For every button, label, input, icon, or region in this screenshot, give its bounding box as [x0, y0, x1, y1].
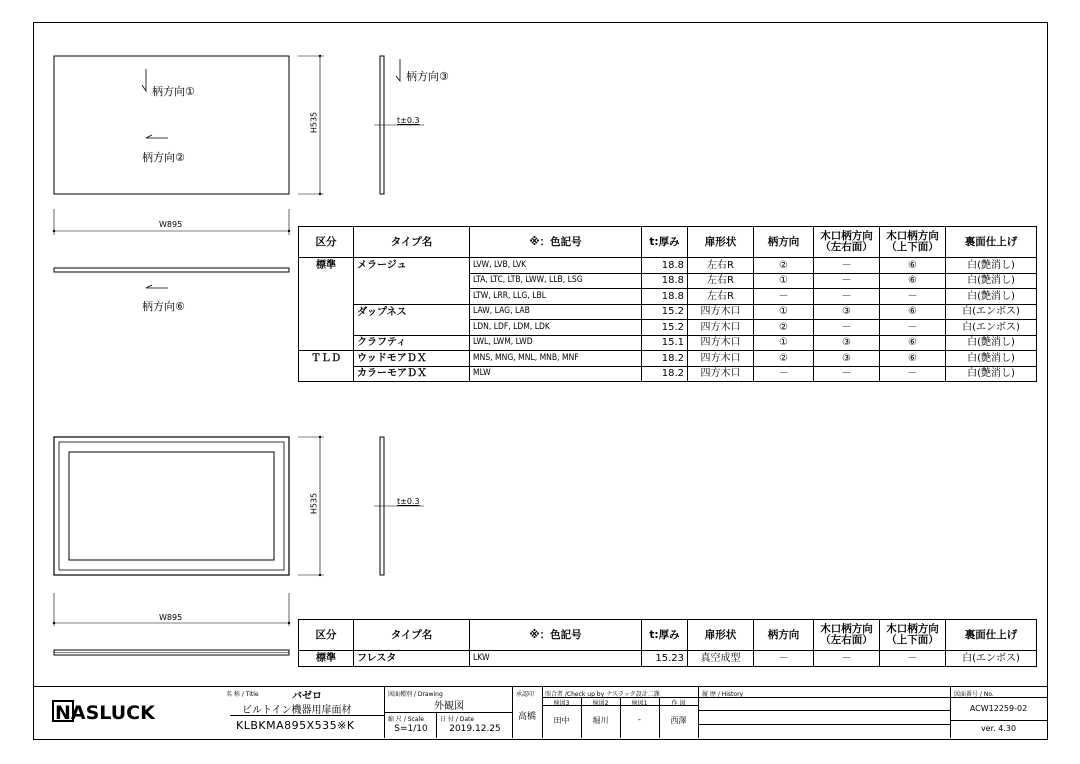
table-cell: 真空成型	[688, 651, 754, 667]
checker-name-3: -	[638, 715, 641, 724]
header-edge-grain-lr: 木口柄方向 （左右面）	[814, 227, 880, 258]
approval-label: 承認印	[516, 691, 535, 698]
table-cell: メラージュ	[354, 258, 470, 274]
title-block	[34, 686, 1047, 740]
table-cell: LTA, LTC, LTB, LWW, LLB, LSG	[470, 273, 642, 289]
header-edge-grain-tb: 木口柄方向 （上下面）	[880, 227, 946, 258]
header-thickness: t:厚み	[642, 620, 688, 651]
table-row	[299, 304, 1037, 320]
grain-direction-1-label: 柄方向①	[152, 85, 195, 98]
table-cell: ①	[754, 335, 814, 351]
header-thickness: t:厚み	[642, 227, 688, 258]
table-cell: －	[754, 289, 814, 305]
header-color-code: ※：色記号	[470, 227, 642, 258]
table-cell: 白(艶消し)	[946, 366, 1037, 382]
table-cell: 15.2	[642, 320, 688, 336]
thickness-tolerance: t±0.3	[397, 116, 420, 125]
check-col-1: 検図3	[553, 700, 570, 707]
logo-text: NASLUCK	[55, 702, 155, 724]
table-cell	[299, 335, 354, 351]
table-cell: 左右R	[688, 258, 754, 274]
table-cell: 四方木口	[688, 304, 754, 320]
table-cell: 18.8	[642, 289, 688, 305]
header-grain: 柄方向	[754, 620, 814, 651]
table-cell: －	[754, 366, 814, 382]
title-main: バゼロ	[292, 691, 322, 702]
checker-name-1: 田中	[553, 716, 570, 725]
table-row	[299, 351, 1037, 367]
table-cell	[299, 289, 354, 305]
table-cell: 白(艶消し)	[946, 335, 1037, 351]
table-cell: 18.8	[642, 258, 688, 274]
table-cell: 左右R	[688, 289, 754, 305]
table-cell: ②	[754, 320, 814, 336]
table-cell: ⑥	[880, 335, 946, 351]
checker-name-2: 堀川	[592, 716, 609, 725]
grain-direction-2-label: 柄方向②	[142, 151, 185, 164]
table-cell: 18.8	[642, 273, 688, 289]
header-type: タイプ名	[354, 227, 470, 258]
table-header-row	[299, 620, 1037, 651]
table-cell: LVW, LVB, LVK	[470, 258, 642, 274]
check-col-3: 検図1	[631, 700, 648, 707]
table-cell: MNS, MNG, MNL, MNB, MNF	[470, 351, 642, 367]
table-cell	[299, 366, 354, 382]
title-label: 名 称 / Title	[226, 691, 259, 698]
table-cell: LDN, LDF, LDM, LDK	[470, 320, 642, 336]
table-cell: －	[814, 289, 880, 305]
table-row	[299, 273, 1037, 289]
table-cell: ⑥	[880, 304, 946, 320]
date-label: 日 付 / Date	[440, 716, 475, 723]
table-cell	[299, 304, 354, 320]
table-cell: ⑥	[880, 273, 946, 289]
header-grain: 柄方向	[754, 227, 814, 258]
table-cell: ＴＬＤ	[299, 351, 354, 367]
table-cell: クラフティ	[354, 335, 470, 351]
table-cell: 四方木口	[688, 320, 754, 336]
history-label: 履 歴 / History	[702, 691, 744, 698]
table-cell: ①	[754, 304, 814, 320]
table-cell	[354, 273, 470, 289]
table-cell: 白(艶消し)	[946, 273, 1037, 289]
table-cell: 左右R	[688, 273, 754, 289]
table-cell: 四方木口	[688, 351, 754, 367]
table-cell: 標準	[299, 258, 354, 274]
table-cell: 白(エンボス)	[946, 320, 1037, 336]
table-row	[299, 651, 1037, 667]
header-edge-grain-lr: 木口柄方向 （左右面）	[814, 620, 880, 651]
table-cell: ウッドモアＤＸ	[354, 351, 470, 367]
logo-graphic	[52, 699, 192, 725]
table-cell: －	[814, 258, 880, 274]
drawing-type-value: 外観図	[434, 701, 464, 712]
table-cell: －	[814, 320, 880, 336]
table-cell: 白(エンボス)	[946, 651, 1037, 667]
table-cell	[299, 273, 354, 289]
table-cell: LWL, LWM, LWD	[470, 335, 642, 351]
table-cell: 15.2	[642, 304, 688, 320]
scale-label: 縮 尺 / Scale	[388, 716, 424, 723]
table-cell: 15.23	[642, 651, 688, 667]
drawing-number-label: 図面番号 / No.	[954, 691, 994, 698]
header-back-finish: 裏面仕上げ	[946, 620, 1037, 651]
table-cell: ③	[814, 351, 880, 367]
drawing-type-label: 図面種別 / Drawing	[388, 691, 443, 698]
table-cell: －	[814, 273, 880, 289]
table-cell: 白(エンボス)	[946, 304, 1037, 320]
table-cell: －	[814, 366, 880, 382]
check-col-2: 検図2	[592, 700, 609, 707]
table-cell: LKW	[470, 651, 642, 667]
date-value: 2019.12.25	[449, 724, 501, 734]
header-category: 区分	[299, 620, 354, 651]
table-cell: －	[814, 651, 880, 667]
model-number: KLBKMA895X535※K	[236, 719, 355, 732]
table-cell: MLW	[470, 366, 642, 382]
scale-value: S=1/10	[394, 724, 428, 734]
header-type: タイプ名	[354, 620, 470, 651]
width-dimension-2: W895	[159, 613, 183, 622]
drawing-number: ACW12259-02	[969, 704, 1028, 713]
header-category: 区分	[299, 227, 354, 258]
table-cell	[299, 320, 354, 336]
table-cell: 18.2	[642, 366, 688, 382]
title-sub: ビルトイン機器用扉面材	[242, 705, 352, 716]
table-header-row	[299, 227, 1037, 258]
grain-direction-6-label: 柄方向⑥	[142, 300, 185, 313]
table-cell: 標準	[299, 651, 354, 667]
header-door-shape: 扉形状	[688, 227, 754, 258]
table-cell: 白(艶消し)	[946, 289, 1037, 305]
thickness-tolerance-2: t±0.3	[397, 497, 420, 506]
table-row	[299, 335, 1037, 351]
table-cell: ⑥	[880, 351, 946, 367]
table-row	[299, 289, 1037, 305]
table-cell: LAW, LAG, LAB	[470, 304, 642, 320]
table-cell: ダップネス	[354, 304, 470, 320]
height-dimension: H535	[309, 111, 319, 134]
height-dimension-2: H535	[309, 492, 319, 515]
table-cell: 白(艶消し)	[946, 351, 1037, 367]
version: ver. 4.30	[980, 724, 1017, 733]
table-cell: カラーモアＤＸ	[354, 366, 470, 382]
table-cell: 白(艶消し)	[946, 258, 1037, 274]
table-cell: －	[880, 366, 946, 382]
table-cell: ①	[754, 273, 814, 289]
header-door-shape: 扉形状	[688, 620, 754, 651]
table-cell	[354, 289, 470, 305]
table-cell: －	[754, 651, 814, 667]
header-back-finish: 裏面仕上げ	[946, 227, 1037, 258]
header-edge-grain-tb: 木口柄方向 （上下面）	[880, 620, 946, 651]
header-color-code: ※：色記号	[470, 620, 642, 651]
table-cell: －	[880, 289, 946, 305]
checker-name-4: 西澤	[670, 716, 687, 725]
check-col-4: 作 図	[671, 700, 686, 707]
table-cell: ③	[814, 304, 880, 320]
table-cell: ②	[754, 351, 814, 367]
table-cell: 四方木口	[688, 366, 754, 382]
table-cell: 18.2	[642, 351, 688, 367]
table-cell: ③	[814, 335, 880, 351]
table-cell: ②	[754, 258, 814, 274]
table-cell: 15.1	[642, 335, 688, 351]
table-cell: －	[880, 320, 946, 336]
table-row	[299, 366, 1037, 382]
brand-logo	[52, 699, 192, 725]
table-row	[299, 258, 1037, 274]
width-dimension: W895	[159, 220, 183, 229]
drawing-sheet	[33, 22, 1048, 740]
table-cell: －	[880, 651, 946, 667]
table-cell: 四方木口	[688, 335, 754, 351]
spec-table-1	[298, 226, 1037, 382]
checker-label: 照合者 /Check up by ナスラック設計二課	[545, 691, 660, 698]
table-cell: フレスタ	[354, 651, 470, 667]
table-cell: ⑥	[880, 258, 946, 274]
table-cell	[354, 320, 470, 336]
approver-name: 高橋	[517, 712, 536, 722]
table-row	[299, 320, 1037, 336]
grain-direction-3-label: 柄方向③	[406, 70, 449, 83]
table-cell: LTW, LRR, LLG, LBL	[470, 289, 642, 305]
spec-table-2	[298, 619, 1037, 667]
